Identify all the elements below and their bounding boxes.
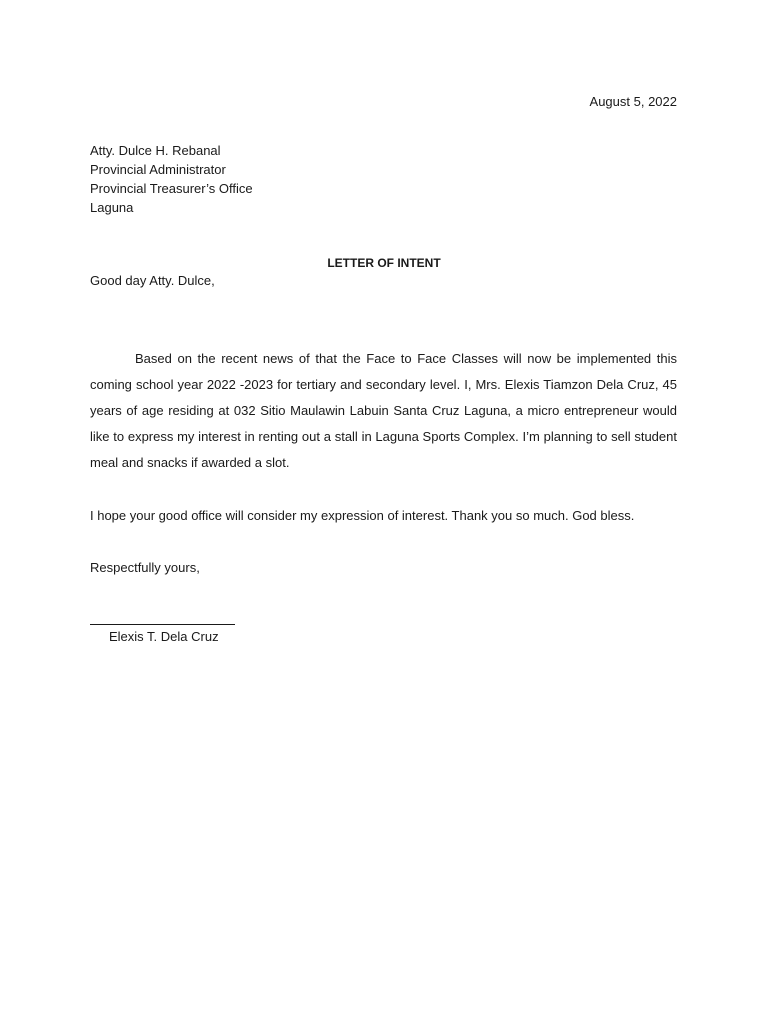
closing-paragraph: I hope your good office will consider my expression of interest. Thank you so much. God bless. (90, 508, 635, 523)
recipient-office: Provincial Treasurer’s Office (90, 181, 253, 196)
recipient-block (90, 141, 253, 217)
recipient-position: Provincial Administrator (90, 162, 226, 177)
signature-name: Elexis T. Dela Cruz (109, 629, 219, 644)
signature-line (90, 624, 235, 625)
body-paragraph: Based on the recent news of that the Face to Face Classes will now be implemented this coming school year 2022 -2023 for tertiary and secondary level. I, Mrs. Elexis Tiamzon Dela Cruz, 45 years of age residing at 032 Sitio Maulawin Labuin Santa Cruz Laguna, a micro entrepreneur would like to express my interest in renting out a stall in Laguna Sports Complex. I’m planning to sell student meal and snacks if awarded a slot. (90, 351, 677, 470)
letter-title: LETTER OF INTENT (327, 256, 441, 270)
recipient-name: Atty. Dulce H. Rebanal (90, 143, 221, 158)
sign-off: Respectfully yours, (90, 560, 200, 575)
salutation: Good day Atty. Dulce, (90, 273, 215, 288)
recipient-location: Laguna (90, 200, 134, 215)
letter-date: August 5, 2022 (589, 94, 677, 109)
